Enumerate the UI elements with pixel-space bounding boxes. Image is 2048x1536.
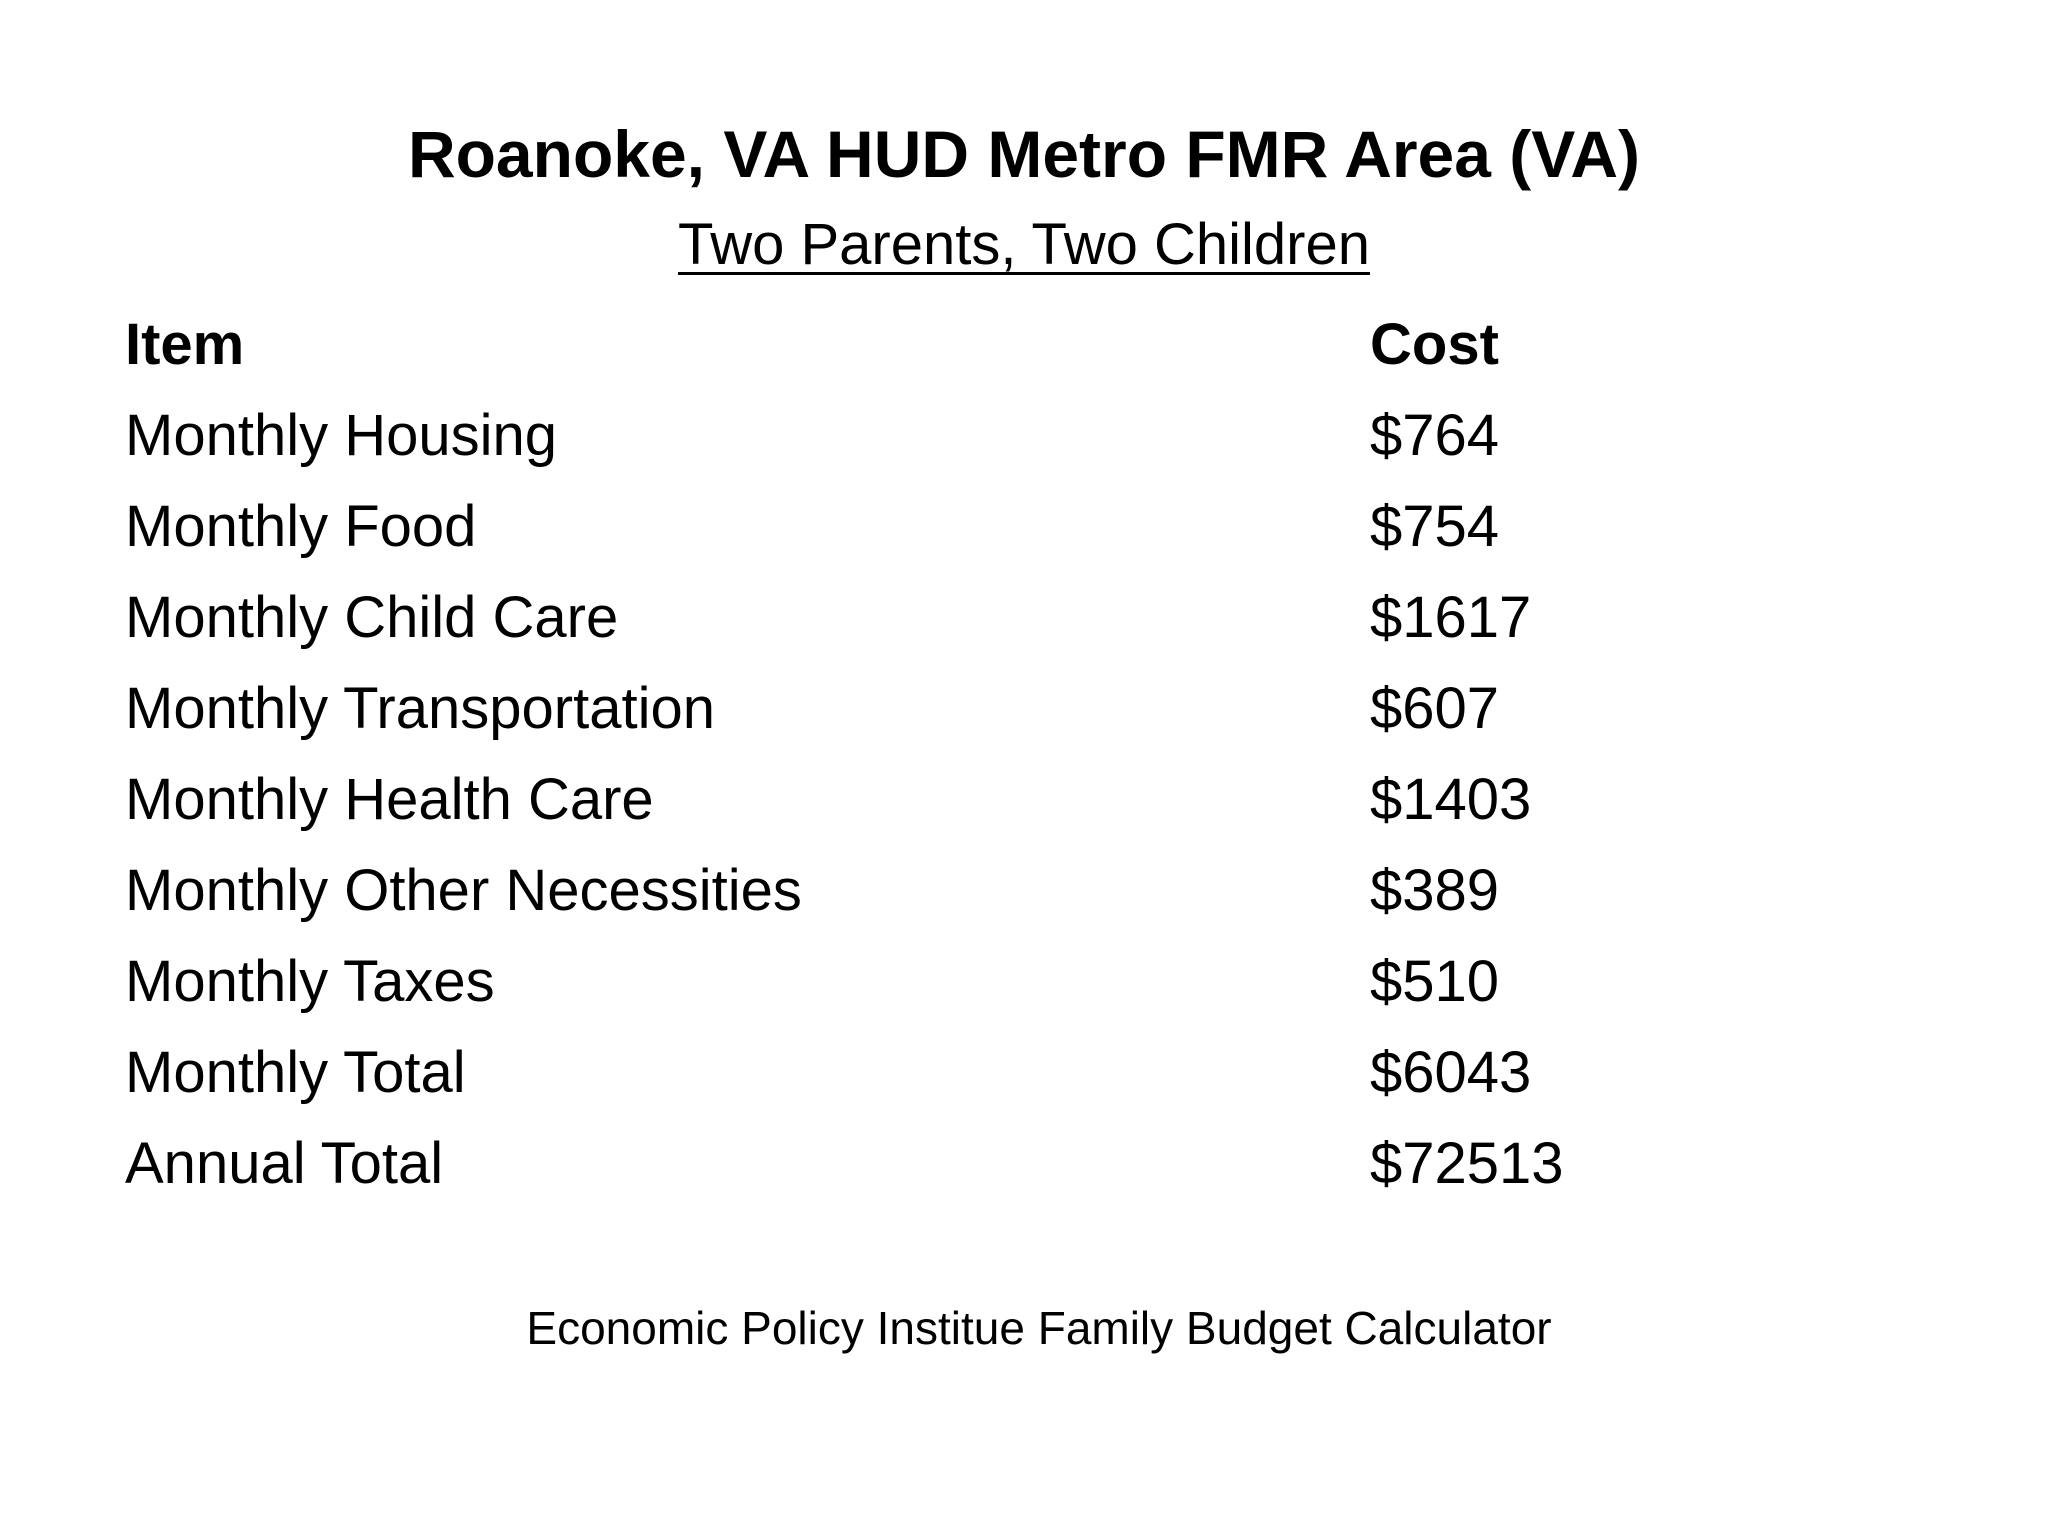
- row-cost-value: $1403: [1370, 767, 1532, 832]
- slide-subtitle: Two Parents, Two Children: [677, 212, 1371, 277]
- table-row: [125, 754, 1725, 845]
- table-row: [125, 481, 1725, 572]
- table-header-row: [125, 299, 1725, 390]
- row-item-label: Monthly Total: [125, 1040, 466, 1105]
- row-cost-value: $389: [1370, 858, 1500, 923]
- row-item-label: Monthly Health Care: [125, 767, 654, 832]
- row-cost-value: $754: [1370, 494, 1500, 559]
- table-row: [125, 936, 1725, 1027]
- cost-column-header: Cost: [1370, 312, 1499, 377]
- row-cost-value: $764: [1370, 403, 1500, 468]
- row-cost-value: $607: [1370, 676, 1500, 741]
- table-row: [125, 663, 1725, 754]
- table-row: [125, 1027, 1725, 1118]
- row-cost-value: $6043: [1370, 1040, 1532, 1105]
- table-row: [125, 572, 1725, 663]
- slide-title: Roanoke, VA HUD Metro FMR Area (VA): [407, 117, 1641, 191]
- table-row: [125, 1118, 1725, 1209]
- row-cost-value: $1617: [1370, 585, 1532, 650]
- row-item-label: Monthly Food: [125, 494, 477, 559]
- row-item-label: Annual Total: [125, 1131, 444, 1196]
- row-item-label: Monthly Transportation: [125, 676, 715, 741]
- row-item-label: Monthly Child Care: [125, 585, 619, 650]
- row-cost-value: $72513: [1370, 1131, 1564, 1196]
- row-item-label: Monthly Other Necessities: [125, 858, 802, 923]
- row-item-label: Monthly Housing: [125, 403, 557, 468]
- budget-table: [125, 299, 1725, 1209]
- row-item-label: Monthly Taxes: [125, 949, 495, 1014]
- row-cost-value: $510: [1370, 949, 1500, 1014]
- table-row: [125, 845, 1725, 936]
- item-column-header: Item: [125, 312, 245, 377]
- table-row: [125, 390, 1725, 481]
- source-caption: Economic Policy Institue Family Budget Calculator: [526, 1302, 1552, 1354]
